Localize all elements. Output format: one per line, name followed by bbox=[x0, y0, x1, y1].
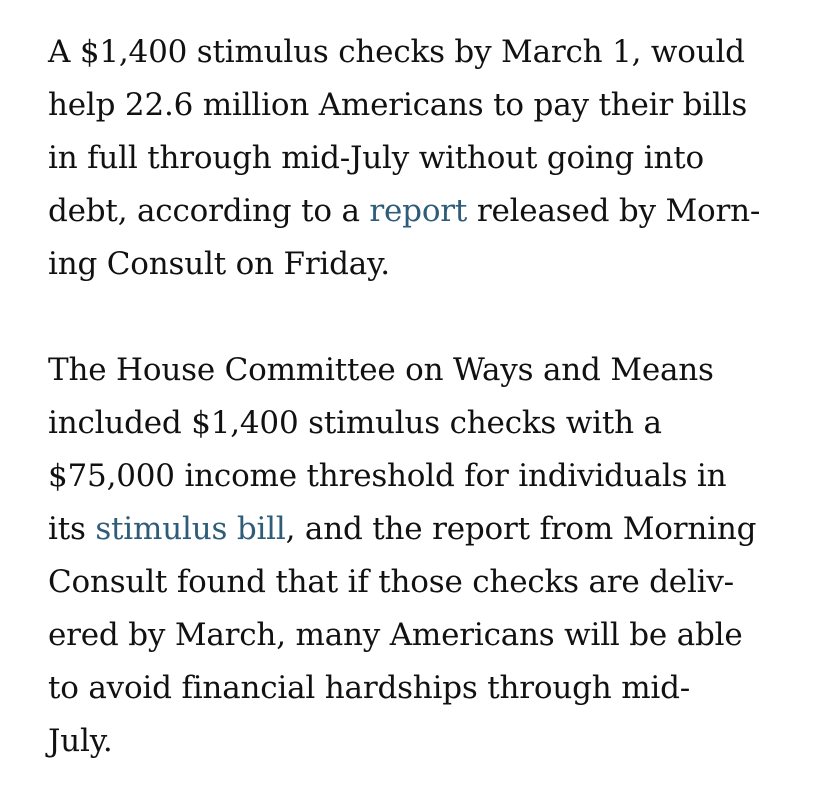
paragraph-1 bbox=[48, 26, 808, 291]
paragraph-2-line-2: included $1,400 stimulus checks with a bbox=[48, 405, 662, 441]
paragraph-2-line-6: ered by March, many Americans will be able bbox=[48, 617, 743, 653]
paragraph-1-line-2: help 22.6 million Americans to pay their bills bbox=[48, 87, 748, 123]
paragraph-2-line-7: to avoid financial hardships through mid- bbox=[48, 670, 691, 706]
stimulus-bill-link[interactable]: stimulus bill bbox=[95, 511, 286, 547]
paragraph-1-line-3: in full through mid-July without going into bbox=[48, 140, 704, 176]
paragraph-2-line-4-text-after: , and the report from Morning bbox=[285, 511, 757, 547]
report-link[interactable]: report bbox=[369, 193, 468, 229]
paragraph-2 bbox=[48, 344, 808, 768]
paragraph-1-line-4-text-before: debt, according to a bbox=[48, 193, 370, 229]
paragraph-1-line-4-text-after: released by Morn- bbox=[467, 193, 761, 229]
paragraph-2-line-4-text-before: its bbox=[48, 511, 96, 547]
paragraph-2-line-1: The House Committee on Ways and Means bbox=[48, 352, 714, 388]
paragraph-2-line-5: Consult found that if those checks are deliv- bbox=[48, 564, 734, 600]
article-body bbox=[48, 26, 808, 768]
paragraph-1-line-1: A $1,400 stimulus checks by March 1, would bbox=[48, 34, 745, 70]
paragraph-2-line-4 bbox=[48, 503, 808, 556]
paragraph-1-line-4 bbox=[48, 185, 808, 238]
paragraph-2-line-3: $75,000 income threshold for individuals in bbox=[48, 458, 727, 494]
paragraph-1-line-5: ing Consult on Friday. bbox=[48, 246, 390, 282]
paragraph-2-line-8: July. bbox=[48, 723, 113, 759]
